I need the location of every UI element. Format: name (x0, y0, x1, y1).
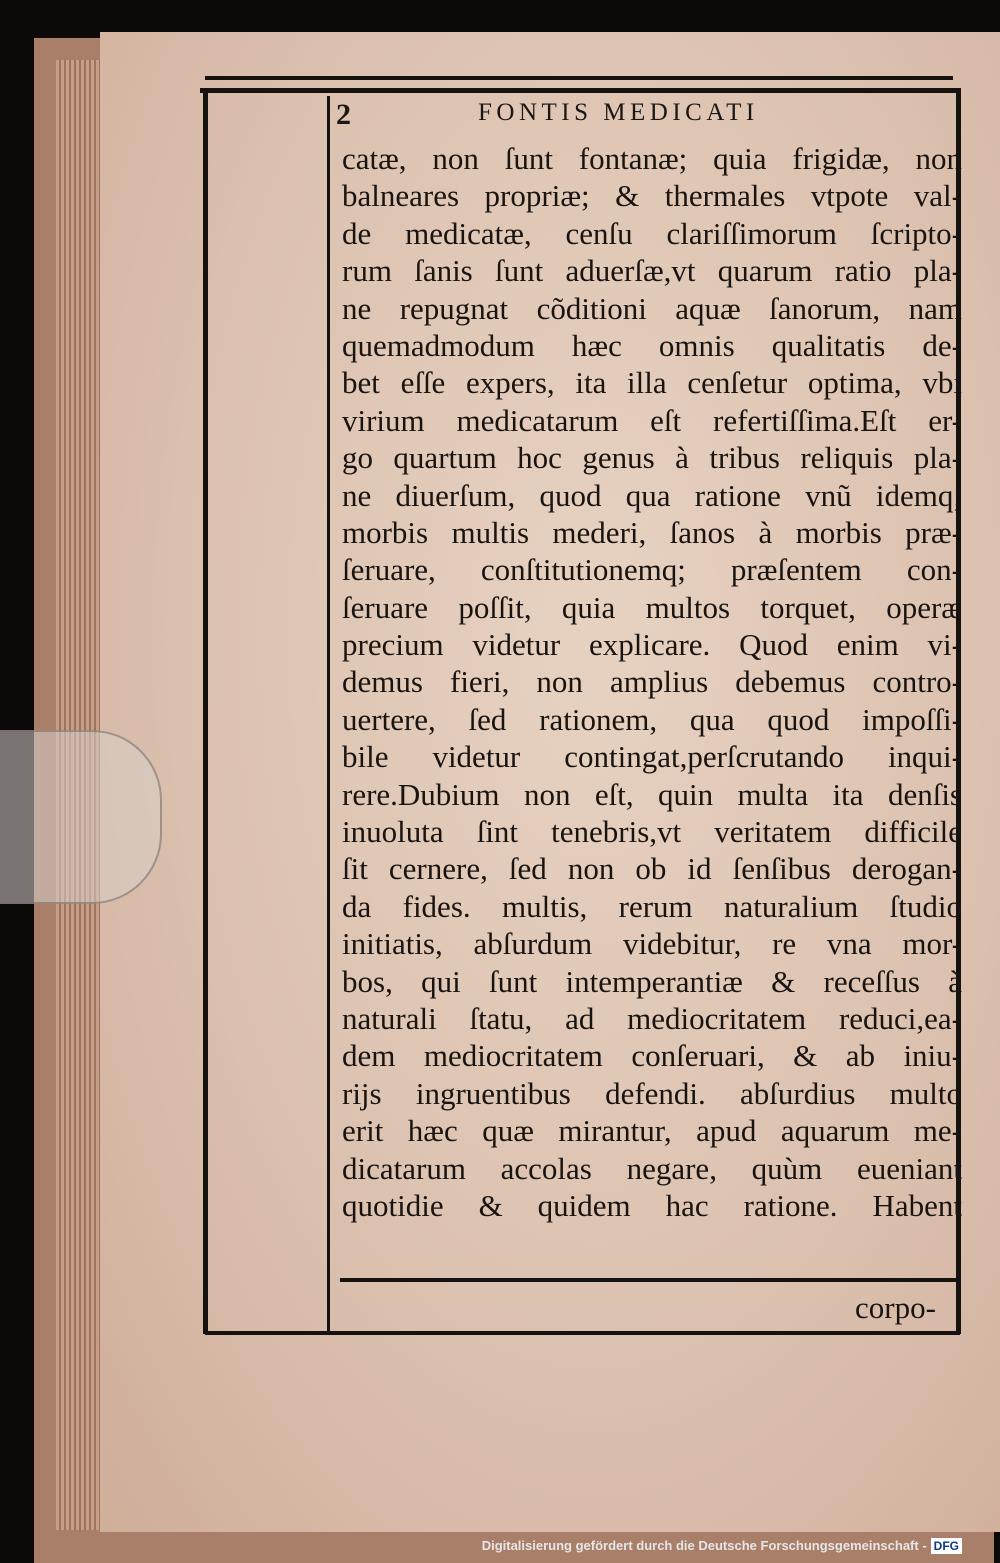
body-text (342, 140, 962, 1224)
text-line: quotidie & quidem hac ratione. Habent (342, 1187, 962, 1223)
text-line: ſit cernere, ſed non ob id ſenſibus derogan- (342, 851, 962, 887)
text-line: naturali ſtatu, ad mediocritatem reduci,ea- (342, 1000, 962, 1036)
text-line: ſeruare, conſtitutionemq; præſentem con- (342, 552, 962, 588)
top-rule (205, 76, 953, 80)
text-bottom-rule (340, 1278, 960, 1282)
page-clip (0, 730, 162, 904)
text-line: inuoluta ſint tenebris,vt veritatem difficile (342, 814, 962, 850)
text-line: initiatis, abſurdum videbitur, re vna mor- (342, 926, 962, 962)
text-line: bet eſſe expers, ita illa cenſetur optima, vbi (342, 365, 962, 401)
text-line: demus fieri, non amplius debemus contro- (342, 664, 962, 700)
digitization-credit (482, 1538, 962, 1554)
running-title: FONTIS MEDICATI (478, 99, 759, 126)
credit-text: Digitalisierung gefördert durch die Deutsche Forschungsgemeinschaft - (481, 1538, 927, 1553)
text-line: de medicatæ, cenſu clariſſimorum ſcripto- (342, 215, 962, 251)
text-line: bos, qui ſunt intemperantiæ & receſſus à (342, 963, 962, 999)
text-line: ne diuerſum, quod qua ratione vnũ idemq; (342, 477, 962, 513)
page-number: 2 (336, 98, 351, 131)
text-line: dicatarum accolas negare, quùm eueniant (342, 1150, 962, 1186)
text-line: catæ, non ſunt fontanæ; quia frigidæ, non (342, 141, 962, 176)
text-line: ſeruare poſſit, quia multos torquet, operæ (342, 589, 962, 625)
text-line: quemadmodum hæc omnis qualitatis de- (342, 327, 962, 363)
frame-left-rule (203, 88, 208, 1334)
catchword: corpo- (855, 1290, 936, 1325)
frame-top-rule (200, 88, 960, 93)
text-line: rere.Dubium non eſt, quin multa ita denſis (342, 776, 962, 812)
text-line: da fides. multis, rerum naturalium ſtudio (342, 888, 962, 924)
text-line: rijs ingruentibus defendi. abſurdius multo (342, 1075, 962, 1111)
margin-rule (327, 96, 330, 1334)
text-line: uertere, ſed rationem, qua quod impoſſi- (342, 701, 962, 737)
text-line: bile videtur contingat,perſcrutando inqui- (342, 739, 962, 775)
text-line: ne repugnat cõditioni aquæ ſanorum, nam (342, 290, 962, 326)
text-line: balneares propriæ; & thermales vtpote val- (342, 178, 962, 214)
text-line: dem mediocritatem conſeruari, & ab iniu- (342, 1038, 962, 1074)
dfg-logo: DFG (931, 1538, 962, 1554)
text-line: morbis multis mederi, ſanos à morbis præ- (342, 514, 962, 550)
frame-bottom-rule (205, 1331, 960, 1335)
text-line: precium videtur explicare. Quod enim vi- (342, 627, 962, 663)
text-line: virium medicatarum eſt refertiſſima.Eſt er- (342, 402, 962, 438)
text-line: go quartum hoc genus à tribus reliquis pla- (342, 440, 962, 476)
text-line: erit hæc quæ mirantur, apud aquarum me- (342, 1113, 962, 1149)
text-line: rum ſanis ſunt aduerſæ,vt quarum ratio pla- (342, 253, 962, 289)
